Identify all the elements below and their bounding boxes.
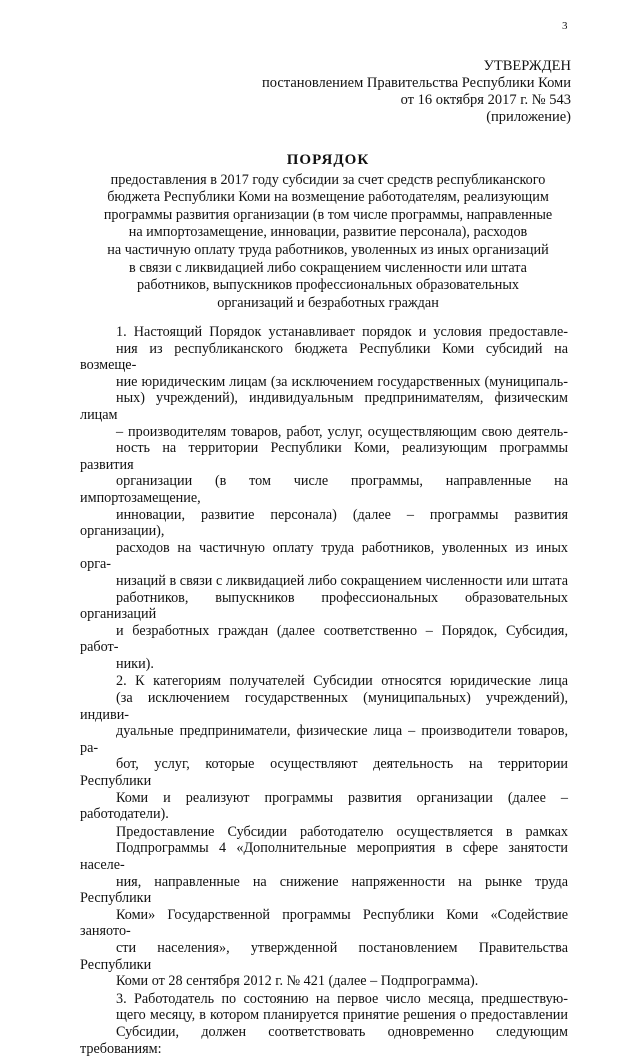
approval-stamp — [262, 58, 571, 126]
text-line: работников, выпускников профессиональных образовательных организаций — [80, 589, 568, 623]
title-line: работников, выпускников профессиональных образовательных — [136, 277, 520, 294]
title-line: программы развития организации (в том числе программы, направленные — [103, 206, 553, 223]
title-line: в связи с ликвидацией либо сокращением численности или штата — [129, 259, 527, 276]
paragraph-2-continued — [80, 824, 568, 990]
text-line: 3. Работодатель по состоянию на первое число месяца, предшествую- — [116, 990, 568, 1007]
text-line: 2. К категориям получателей Субсидии относятся юридические лица — [116, 673, 568, 690]
title-line: бюджета Республики Коми на возмещение работодателям, реализующим — [107, 189, 549, 206]
text-line: 1. Настоящий Порядок устанавливает порядок и условия предоставле- — [116, 324, 568, 340]
text-line: ных) учреждений), индивидуальным предпринимателям, физическим лицам — [80, 390, 568, 423]
text-line: Подпрограммы 4 «Дополнительные мероприятия в сфере занятости населе- — [80, 840, 568, 873]
text-line: (за исключением государственных (муниципальных) учреждений), индиви- — [80, 690, 568, 723]
text-line: ники). — [116, 655, 154, 672]
text-line: ность на территории Республики Коми, реализующим программы развития — [80, 440, 568, 473]
text-line: щего месяцу, в котором планируется принятие решения о предоставлении — [116, 1007, 568, 1024]
title-line: на импортозамещение, инновации, развитие персонала), расходов — [128, 224, 528, 241]
text-line: бот, услуг, которые осуществляют деятельность на территории Республики — [80, 756, 568, 790]
approval-heading: УТВЕРЖДЕН — [483, 58, 571, 74]
document-title-block — [60, 152, 596, 312]
text-line: расходов на частичную оплату труда работников, уволенных из иных орга- — [80, 539, 568, 573]
text-line: и безработных граждан (далее соответственно – Порядок, Субсидия, работ- — [80, 622, 568, 656]
paragraph-1 — [80, 324, 568, 672]
text-line: Субсидии, должен соответствовать одновременно следующим требованиям: — [80, 1023, 568, 1057]
document-title: ПОРЯДОК — [286, 152, 370, 168]
text-line: организации (в том числе программы, направленные на импортозамещение, — [80, 473, 568, 506]
text-line: Коми от 28 сентября 2012 г. № 421 (далее – Подпрограмма). — [116, 973, 479, 990]
text-line: дуальные предприниматели, физические лица – производители товаров, ра- — [80, 723, 568, 756]
approval-appendix-line: (приложение) — [486, 109, 571, 125]
text-line: Коми» Государственной программы Республики Коми «Содействие заняото- — [80, 906, 568, 940]
text-line: – производителям товаров, работ, услуг, осуществляющим свою деятель- — [116, 423, 568, 440]
title-line: предоставления в 2017 году субсидии за счет средств республиканского — [110, 171, 546, 188]
paragraph-3 — [80, 991, 568, 1057]
approval-date-line: от 16 октября 2017 г. № 543 — [400, 92, 571, 108]
text-line: ния из республиканского бюджета Республики Коми субсидий на возмеще- — [80, 340, 568, 374]
text-line: сти населения», утвержденной постановлением Правительства Республики — [80, 939, 568, 973]
text-line: Предоставление Субсидии работодателю осуществляется в рамках — [116, 823, 568, 840]
title-line: организаций и безработных граждан — [217, 294, 439, 311]
document-body — [80, 324, 568, 1058]
paragraph-2 — [80, 673, 568, 822]
text-line: низаций в связи с ликвидацией либо сокращением численности или штата — [116, 572, 568, 589]
text-line: ние юридическим лицам (за исключением государственных (муниципаль- — [116, 373, 568, 390]
page-number: 3 — [562, 20, 568, 32]
text-line: ния, направленные на снижение напряженности на рынке труда Республики — [80, 873, 568, 907]
text-line: Коми и реализуют программы развития организации (далее – работодатели). — [80, 789, 568, 823]
title-line: на частичную оплату труда работников, уволенных из иных организаций — [107, 241, 549, 258]
text-line: инновации, развитие персонала) (далее – программы развития организации), — [80, 506, 568, 540]
approval-line: постановлением Правительства Республики Коми — [262, 75, 571, 91]
